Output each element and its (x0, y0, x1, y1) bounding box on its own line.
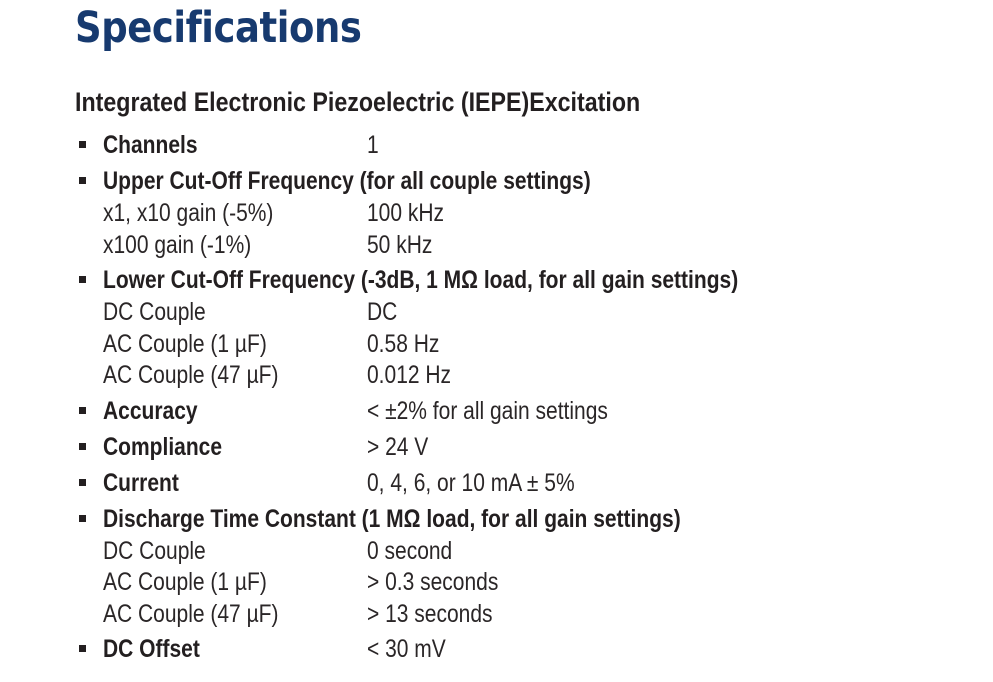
spec-subvalue: 0.012 Hz (367, 361, 452, 389)
spec-sublabel: DC Couple (103, 298, 206, 326)
page-title: Specifications (75, 3, 362, 53)
spec-accuracy (75, 395, 955, 427)
spec-sublabel: x1, x10 gain (-5%) (103, 199, 274, 227)
spec-sublabel: AC Couple (1 µF) (103, 329, 267, 358)
spec-sublabel: DC Couple (103, 536, 206, 565)
spec-subrow (75, 566, 955, 598)
spec-label: Upper Cut-Off Frequency (for all couple settings) (103, 167, 591, 195)
spec-subrow (75, 229, 955, 261)
spec-subvalue: > 0.3 seconds (367, 568, 499, 596)
spec-value: 0, 4, 6, or 10 mA ± 5% (367, 468, 575, 497)
spec-subrow (75, 197, 955, 229)
spec-subrow (75, 296, 955, 328)
bullet-icon (79, 177, 86, 184)
spec-sublabel: x100 gain (-1%) (103, 230, 252, 259)
spec-label: DC Offset (103, 635, 200, 663)
spec-value: < 30 mV (367, 635, 446, 663)
spec-dc-offset (75, 633, 955, 665)
spec-value: > 24 V (367, 432, 429, 461)
spec-subvalue: 0 second (367, 536, 453, 565)
bullet-icon (79, 141, 86, 148)
spec-label: Channels (103, 131, 198, 159)
bullet-icon (79, 645, 86, 652)
spec-subvalue: DC (367, 298, 398, 326)
spec-subrow (75, 598, 955, 630)
spec-upper-cutoff (75, 165, 955, 197)
spec-sublabel: AC Couple (1 µF) (103, 568, 267, 596)
bullet-icon (79, 515, 86, 522)
spec-subvalue: > 13 seconds (367, 599, 493, 628)
bullet-icon (79, 443, 86, 450)
section-heading: Integrated Electronic Piezoelectric (IEPE)Excitation (75, 87, 641, 117)
spec-label: Accuracy (103, 396, 198, 425)
spec-subrow (75, 359, 955, 391)
spec-list (75, 129, 955, 665)
bullet-icon (79, 479, 86, 486)
spec-sublabel: AC Couple (47 µF) (103, 599, 279, 628)
spec-sublabel: AC Couple (47 µF) (103, 361, 279, 389)
spec-current (75, 467, 955, 499)
bullet-icon (79, 407, 86, 414)
spec-value: < ±2% for all gain settings (367, 396, 608, 425)
spec-value: 1 (367, 131, 379, 159)
spec-label: Lower Cut-Off Frequency (-3dB, 1 MΩ load, for all gain settings) (103, 266, 739, 294)
spec-discharge-time-constant (75, 503, 955, 535)
spec-label: Compliance (103, 432, 223, 461)
spec-channels (75, 129, 955, 161)
spec-compliance (75, 431, 955, 463)
spec-subrow (75, 535, 955, 567)
spec-subvalue: 0.58 Hz (367, 329, 440, 358)
spec-label: Current (103, 468, 179, 497)
spec-label: Discharge Time Constant (1 MΩ load, for all gain settings) (103, 504, 681, 533)
spec-subrow (75, 328, 955, 360)
spec-lower-cutoff (75, 264, 955, 296)
spec-subvalue: 50 kHz (367, 230, 433, 259)
spec-subvalue: 100 kHz (367, 199, 445, 227)
bullet-icon (79, 276, 86, 283)
